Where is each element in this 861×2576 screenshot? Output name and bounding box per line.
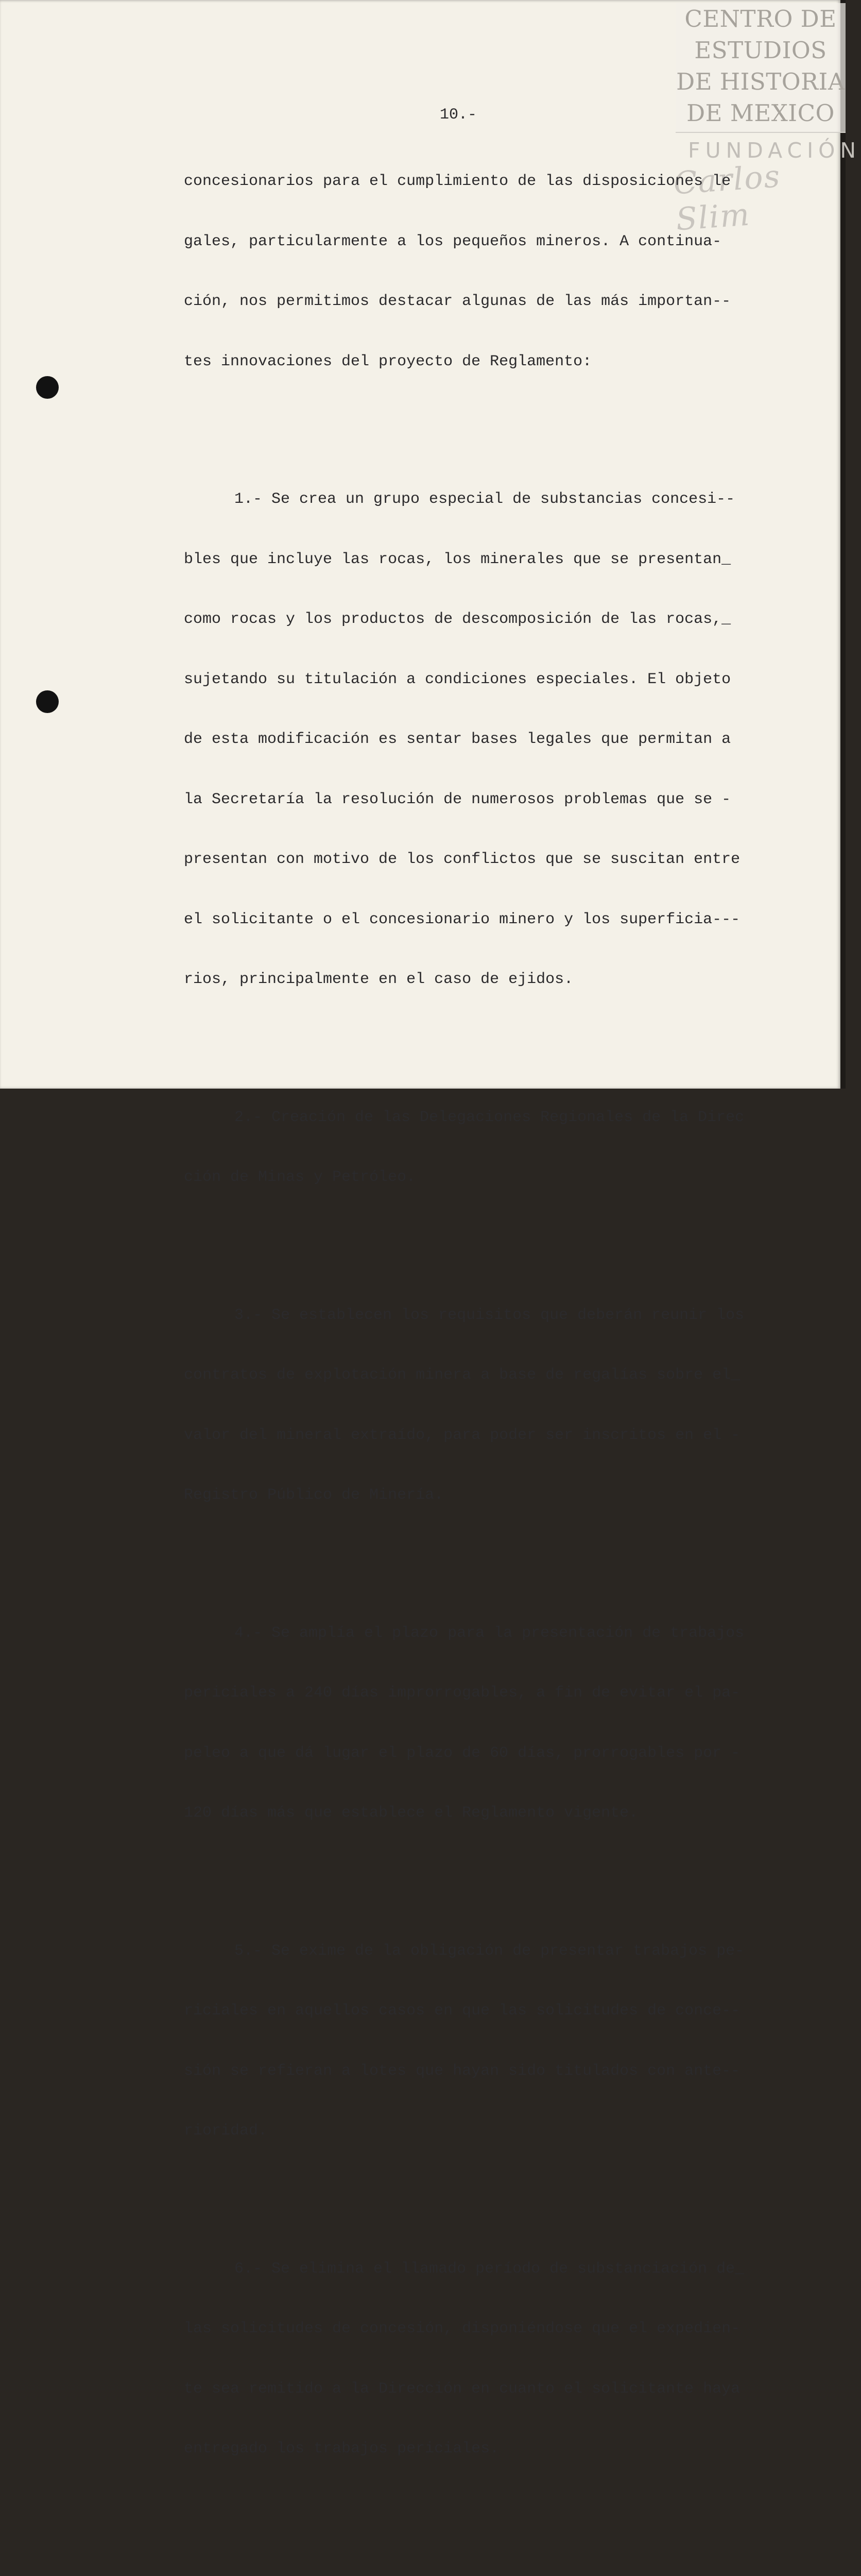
- paragraph-item-1: [184, 452, 802, 1027]
- text-line: las solicitudes de concesión, disponiéndose que el expedien-: [184, 2316, 802, 2342]
- text-line: la Secretaría la resolución de numerosos problemas que se -: [184, 787, 802, 812]
- text-line: periciales a 240 días improrrogables, a fin de evitar el pa-: [184, 1681, 802, 1706]
- paragraph-item-2: [184, 1070, 802, 1225]
- stamp-line: ESTUDIOS: [676, 35, 846, 66]
- text-line: de esta modificación es sentar bases legales que permitan a: [184, 727, 802, 752]
- text-line: tes innovaciones del proyecto de Reglamento:: [184, 349, 802, 375]
- text-line: 3.- Se establecen los requisitos que deberán reunir los: [184, 1303, 802, 1328]
- stamp-line: CENTRO DE: [676, 3, 846, 35]
- text-line: 2.- Creación de las Delegaciones Regionales de la Direc: [184, 1105, 802, 1130]
- paragraph-item-7: [184, 2539, 802, 2576]
- document-body: [184, 99, 802, 2576]
- text-line: sión se refieran a lotes que hayan sido titulados con ante--: [184, 2059, 802, 2084]
- text-line: 6.- Se elimina el llamado período de substanciación de_: [184, 2257, 802, 2282]
- text-line: ción de Minas y Petróleo.: [184, 1165, 802, 1190]
- text-line: 120 días más que establece el Reglamento vigente.: [184, 1801, 802, 1826]
- text-line: como rocas y los productos de descomposición de las rocas,_: [184, 607, 802, 632]
- text-line: ción, nos permitimos destacar algunas de las más importan--: [184, 289, 802, 314]
- text-line: entregado los trabajos periciales.: [184, 2436, 802, 2462]
- stamp-line: DE HISTORIA: [676, 66, 846, 97]
- text-line: presentan con motivo de los conflictos que se suscitan entre: [184, 847, 802, 872]
- stamp-signature: Carlos Slim: [673, 154, 848, 238]
- paragraph-item-4: [184, 1586, 802, 1861]
- text-line: el solicitante o el concesionario minero y los superficia---: [184, 907, 802, 933]
- stamp-line: DE MEXICO: [676, 97, 846, 129]
- paragraph-item-5: [184, 1904, 802, 2179]
- text-line: 5.- Se exime de la obligación de presentar trabajos pe-: [184, 1939, 802, 1964]
- text-line: contratos de explotación minera a base de regalías sobre el_: [184, 1363, 802, 1388]
- text-line: concesionarios para el cumplimiento de las disposiciones le: [184, 169, 802, 194]
- text-line: valor del mineral extraído, para poder ser inscritos en el -: [184, 1423, 802, 1448]
- text-line: gales, particularmente a los pequeños mineros. A continua-: [184, 229, 802, 255]
- paragraph-item-6: [184, 2222, 802, 2497]
- page-number: 10.-: [440, 106, 477, 124]
- text-line: Registro Público de Minería.: [184, 1483, 802, 1508]
- text-line: 1.- Se crea un grupo especial de substancias concesi--: [184, 487, 802, 512]
- text-line: 4.- Se amplía el plazo para la presentación de trabajos: [184, 1621, 802, 1646]
- text-line: [184, 2574, 802, 2576]
- text-line: riciales en aquellos casos en que las solicitudes de conce--: [184, 1998, 802, 2024]
- text-line: te sea remitido a la Dirección en cuanto el solicitante haya: [184, 2377, 802, 2402]
- punch-hole-lower: [36, 690, 59, 713]
- paragraph-intro: [184, 134, 802, 409]
- stamp-foundation-label: FUNDACIÓN: [688, 138, 861, 163]
- text-line: sujetando su titulación a condiciones especiales. El objeto: [184, 667, 802, 692]
- paragraph-item-3: [184, 1268, 802, 1543]
- text-line: rioridad.: [184, 2119, 802, 2144]
- text-line: rios, principalmente en el caso de ejidos.: [184, 967, 802, 992]
- text-line: bles que incluye las rocas, los minerales que se presentan_: [184, 547, 802, 572]
- text-line: peleo a que dá lugar el plazo de 60 días, prorrogables por -: [184, 1741, 802, 1766]
- punch-hole-upper: [36, 376, 59, 399]
